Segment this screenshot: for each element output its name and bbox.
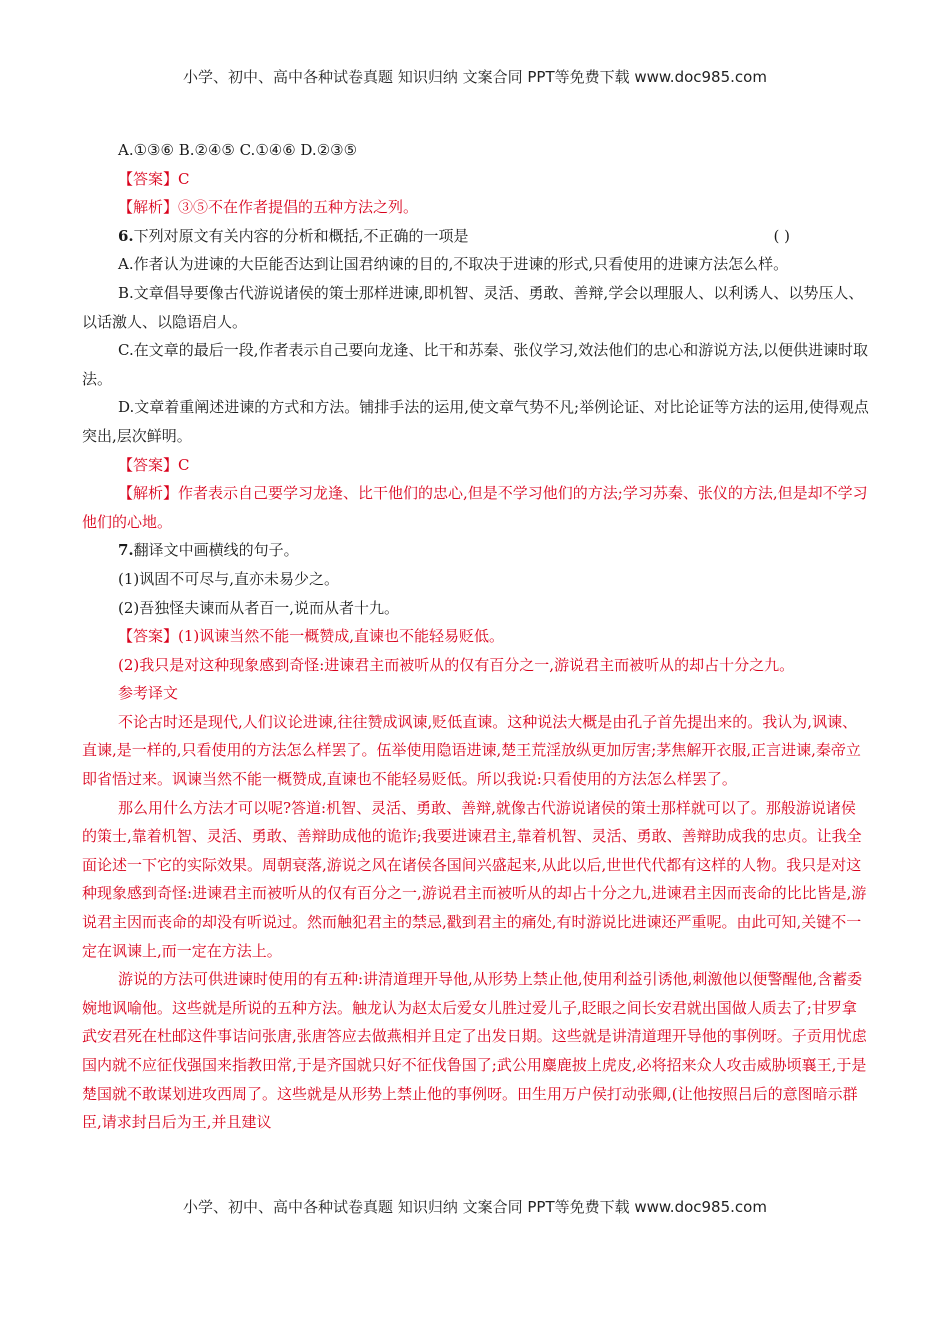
q6-number: 6.: [118, 226, 134, 245]
translation-title: 参考译文: [118, 684, 179, 703]
q6-option-c: C.在文章的最后一段,作者表示自己要向龙逢、比干和苏秦、张仪学习,效法他们的忠心和游说方法,以便供进谏时取法。: [82, 341, 869, 388]
document-body: [82, 136, 870, 1137]
q5-options: A.①③⑥ B.②④⑤ C.①④⑥ D.②③⑤: [118, 141, 358, 159]
q7-stem: 翻译文中画横线的句子。: [133, 541, 299, 560]
q6-option-b: B.文章倡导要像古代游说诸侯的策士那样进谏,即机智、灵活、勇敢、善辩,学会以理服人、以利诱人、以势压人、以话激人、以隐语启人。: [82, 283, 864, 331]
q7-sentence-2: (2)吾独怪夫谏而从者百一,说而从者十九。: [118, 598, 400, 617]
q7-answer-1: 【答案】(1)讽谏当然不能一概赞成,直谏也不能轻易贬低。: [118, 627, 505, 646]
q6-answer-paren: ( ): [773, 226, 790, 245]
q5-answer: 【答案】C: [118, 169, 190, 188]
q6-answer: 【答案】C: [118, 455, 190, 474]
q6-stem: 下列对原文有关内容的分析和概括,不正确的一项是: [133, 226, 469, 245]
q6-option-a: A.作者认为进谏的大臣能否达到让国君纳谏的目的,不取决于进谏的形式,只看使用的进谏方法怎么样。: [118, 255, 789, 274]
header-banner: 小学、初中、高中各种试卷真题 知识归纳 文案合同 PPT等免费下载 www.doc985.com: [183, 68, 767, 86]
q7-number: 7.: [118, 541, 134, 560]
translation-paragraph-1: 不论古时还是现代,人们议论进谏,往往赞成讽谏,贬低直谏。这种说法大概是由孔子首先提出来的。我认为,讽谏、直谏,是一样的,只看使用的方法怎么样罢了。伍举使用隐语进谏,楚王荒淫放纵更加厉害;茅焦解开衣服,正言进谏,秦帝立即省悟过来。讽谏当然不能一概赞成,直谏也不能轻易贬低。所以我说:只看使用的方法怎么样罢了。: [82, 712, 861, 789]
q7-sentence-1: (1)讽固不可尽与,直亦未易少之。: [118, 569, 340, 588]
q6-analysis: 【解析】作者表示自己要学习龙逢、比干他们的忠心,但是不学习他们的方法;学习苏秦、张仪的方法,但是却不学习他们的心地。: [82, 484, 868, 531]
q5-analysis: 【解析】③⑤不在作者提倡的五种方法之列。: [118, 198, 419, 217]
q6-option-d: D.文章着重阐述进谏的方式和方法。铺排手法的运用,使文章气势不凡;举例论证、对比论证等方法的运用,使得观点突出,层次鲜明。: [82, 398, 869, 445]
q7-stem-line: [82, 536, 870, 565]
footer-banner: 小学、初中、高中各种试卷真题 知识归纳 文案合同 PPT等免费下载 www.doc985.com: [183, 1198, 767, 1216]
q7-answer-2: (2)我只是对这种现象感到奇怪:进谏君主而被听从的仅有百分之一,游说君主而被听从的却占十分之九。: [118, 655, 795, 674]
translation-paragraph-3: 游说的方法可供进谏时使用的有五种:讲清道理开导他,从形势上禁止他,使用利益引诱他,刺激他以便警醒他,含蓄委婉地讽喻他。这些就是所说的五种方法。触龙认为赵太后爱女儿胜过爱儿子,眨眼之间长安君就出国做人质去了;甘罗拿武安君死在杜邮这件事诘问张唐,张唐答应去做燕相并且定了出发日期。这些就是讲清道理开导他的事例呀。子贡用忧虑国内就不应征伐强国来指教田常,于是齐国就只好不征伐鲁国了;武公用麋鹿披上虎皮,必将招来众人攻击威胁顷襄王,于是楚国就不敢谋划进攻西周了。这些就是从形势上禁止他的事例呀。田生用万户侯打动张卿,(让他按照吕后的意图暗示群臣,请求封吕后为王,并且建议: [82, 970, 867, 1132]
q6-stem-line: [82, 222, 870, 251]
translation-paragraph-2: 那么用什么方法才可以呢?答道:机智、灵活、勇敢、善辩,就像古代游说诸侯的策士那样就可以了。那般游说诸侯的策士,靠着机智、灵活、勇敢、善辩助成他的诡诈;我要进谏君主,靠着机智、灵活、勇敢、善辩助成我的忠贞。让我全面论述一下它的实际效果。周朝衰落,游说之风在诸侯各国间兴盛起来,从此以后,世世代代都有这样的人物。我只是对这种现象感到奇怪:进谏君主而被听从的仅有百分之一,游说君主而被听从的却占十分之九,进谏君主因而丧命的比比皆是,游说君主因而丧命的却没有听说过。然而触犯君主的禁忌,戳到君主的痛处,有时游说比进谏还严重呢。由此可知,关键不一定在讽谏上,而一定在方法上。: [82, 798, 867, 960]
